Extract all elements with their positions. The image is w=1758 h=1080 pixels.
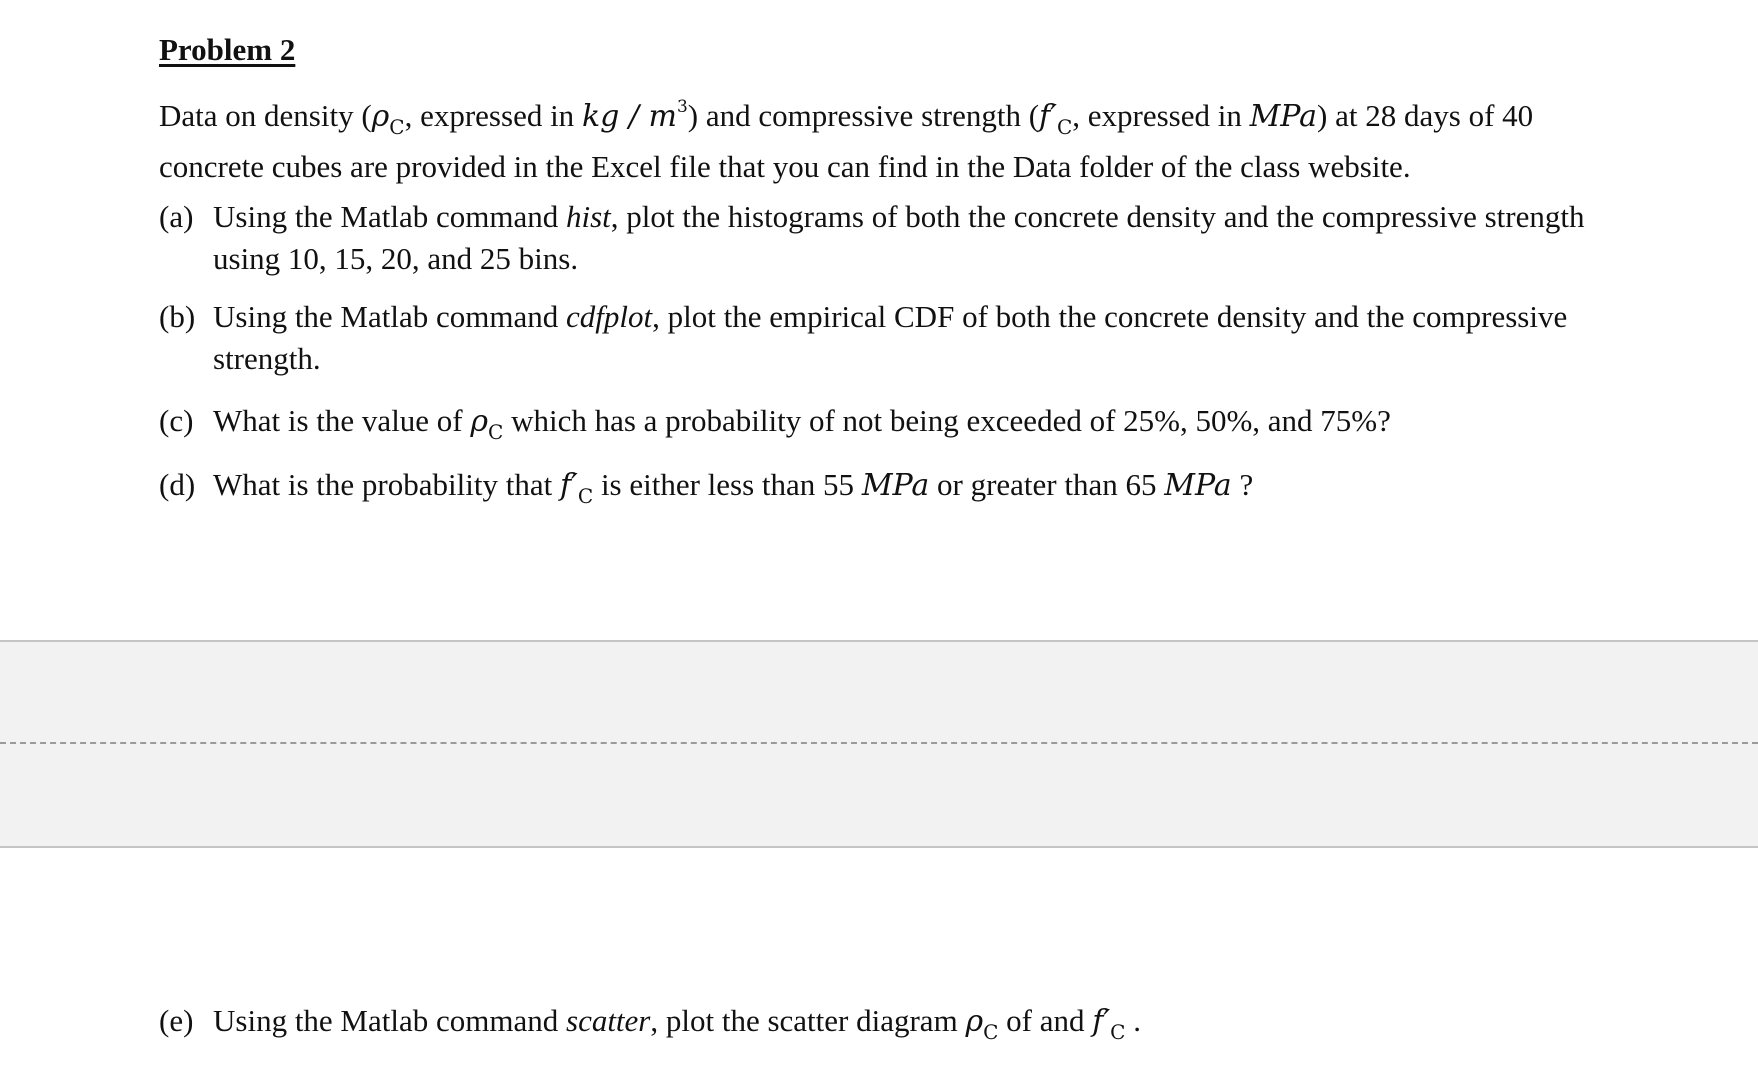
item-label: (b) [159,299,196,334]
unit-mpa: MPa [1164,468,1232,503]
item-a: (a) Using the Matlab command hist, plot the histograms of both the concrete density and the compressive strength using 10, 15, 20, and 25 bins. [159,196,1659,281]
rho-symbol: $\rho_C$ [965,1004,999,1044]
unit-mpa: MPa [861,468,930,503]
page-break-band [0,640,1758,848]
rho-symbol: $\rho_C$ [470,404,504,444]
fc-symbol: $f'_C$ [559,468,594,508]
fc-symbol: $f'_C$ [1039,99,1073,139]
matlab-command-cdfplot: cdfplot [566,299,653,334]
intro-line-2: concrete cubes are provided in the Excel file that you can find in the Data folder of the class website. [159,149,1411,184]
rho-symbol: $\rho_C$ [371,99,405,139]
problem-title: Problem 2 [159,32,296,67]
item-label: (a) [159,199,194,234]
matlab-command-hist: hist [566,199,611,234]
intro-line-1: Data on density ($\rho_C$, expressed in kg / $m^3$) and compressive strength ($f'_C$, expressed in MPa) at 28 days of 40 [159,97,1534,139]
page-break-dashed-line [0,742,1758,744]
matlab-command-scatter: scatter [566,1003,651,1038]
item-b: (b) Using the Matlab command cdfplot, plot the empirical CDF of both the concrete density and the compressive strength. [159,296,1659,381]
unit-kg-per-m3: kg / $m^3$ [581,97,688,134]
item-e: (e) Using the Matlab command scatter, plot the scatter diagram $\rho_C$ of and $f'_C$ . [159,1000,1659,1042]
unit-mpa: MPa [1249,99,1318,134]
item-c: (c) What is the value of $\rho_C$ which has a probability of not being exceeded of 25%, 50%, and 75%? [159,400,1659,442]
item-label: (d) [159,467,196,502]
fc-symbol: $f'_C$ [1092,1004,1126,1044]
item-label: (c) [159,403,194,438]
item-d: (d) What is the probability that $f'_C$ is either less than 55 MPa or greater than 65 MPa ? [159,464,1659,506]
item-label: (e) [159,1003,194,1038]
